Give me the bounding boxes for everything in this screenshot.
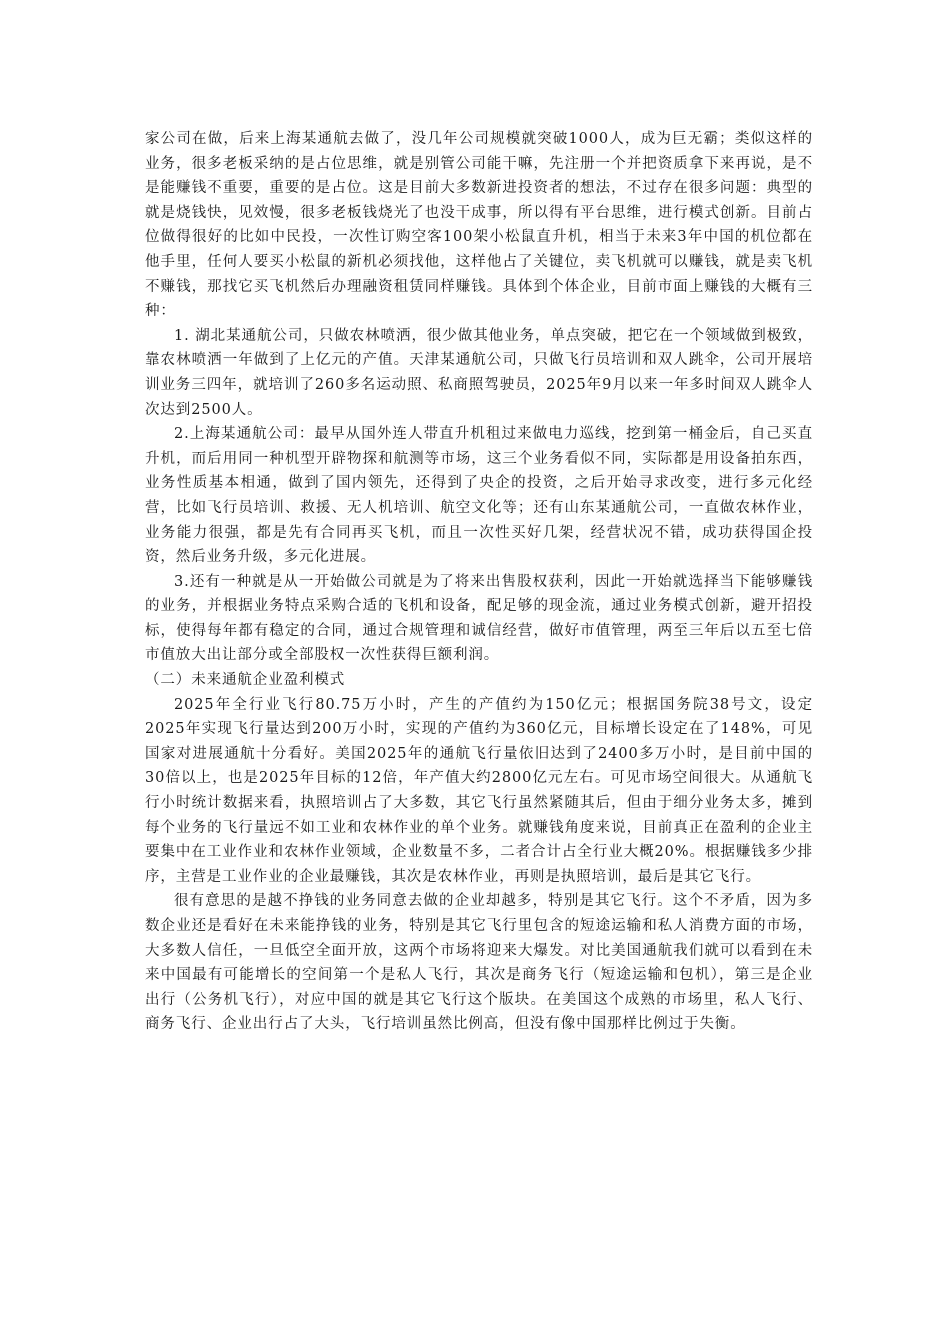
paragraph-analysis: 很有意思的是越不挣钱的业务同意去做的企业却越多，特别是其它飞行。这个不矛盾，因为多数企业还是看好在未来能挣钱的业务，特别是其它飞行里包含的短途运输和私人消费方面的市场，大多数人信任，一旦低空全面开放，这两个市场将迎来大爆发。对比美国通航我们就可以看到在未来中国最有可能增长的空间第一个是私人飞行，其次是商务飞行（短途运输和包机），第三是企业出行（公务机飞行），对应中国的就是其它飞行这个版块。在美国这个成熟的市场里，私人飞行、商务飞行、企业出行占了大头，飞行培训虽然比例高，但没有像中国那样比例过于失衡。: [145, 893, 813, 1033]
section-heading: （二）未来通航企业盈利模式: [145, 672, 346, 689]
list-item-2: 2.上海某通航公司：最早从国外连人带直升机租过来做电力巡线，挖到第一桶金后，自己买直升机，而后用同一种机型开辟物探和航测等市场，这三个业务看似不同，实际都是用设备拍东西，业务性质基本相通，做到了国内领先，还得到了央企的投资，之后开始寻求改变，进行多元化经营，比如飞行员培训、救援、无人机培训、航空文化等；还有山东某通航公司，一直做农林作业，业务能力很强，都是先有合同再买飞机，而且一次性买好几架，经营状况不错，成功获得国企投资，然后业务升级，多元化进展。: [145, 426, 813, 566]
list-item-1: 1. 湖北某通航公司，只做农林喷洒，很少做其他业务，单点突破，把它在一个领域做到极致，靠农林喷洒一年做到了上亿元的产值。天津某通航公司，只做飞行员培训和双人跳伞，公司开展培训业务三四年，就培训了260多名运动照、私商照驾驶员，2025年9月以来一年多时间双人跳伞人次达到2500人。: [145, 327, 813, 418]
paragraph-market-data: 2025年全行业飞行80.75万小时，产生的产值约为150亿元；根据国务院38号文，设定2025年实现飞行量达到200万小时，实现的产值约为360亿元，目标增长设定在了148%，可见国家对进展通航十分看好。美国2025年的通航飞行量依旧达到了2400多万小时，是目前中国的30倍以上，也是2025年目标的12倍，年产值大约2800亿元左右。可见市场空间很大。从通航飞行小时统计数据来看，执照培训占了大多数，其它飞行虽然紧随其后，但由于细分业务太多，摊到每个业务的飞行量远不如工业和农林作业的单个业务。就赚钱角度来说，目前真正在盈利的企业主要集中在工业作业和农林作业领域，企业数量不多，二者合计占全行业大概20%。根据赚钱多少排序，主营是工业作业的企业最赚钱，其次是农林作业，再则是执照培训，最后是其它飞行。: [145, 696, 813, 885]
list-item-3: 3.还有一种就是从一开始做公司就是为了将来出售股权获利，因此一开始就选择当下能够赚钱的业务，并根据业务特点采购合适的飞机和设备，配足够的现金流，通过业务模式创新，避开招投标，使得每年都有稳定的合同，通过合规管理和诚信经营，做好市值管理，两至三年后以五至七倍市值放大出让部分或全部股权一次性获得巨额利润。: [145, 573, 813, 664]
paragraph-continuation: 家公司在做，后来上海某通航去做了，没几年公司规模就突破1000人，成为巨无霸；类似这样的业务，很多老板采纳的是占位思维，就是别管公司能干嘛，先注册一个并把资质拿下来再说，是不是能赚钱不重要，重要的是占位。这是目前大多数新进投资者的想法，不过存在很多问题：典型的就是烧钱快，见效慢，很多老板钱烧光了也没干成事，所以得有平台思维，进行模式创新。目前占位做得很好的比如中民投，一次性订购空客100架小松鼠直升机，相当于未来3年中国的机位都在他手里，任何人要买小松鼠的新机必须找他，这样他占了关键位，卖飞机就可以赚钱，就是卖飞机不赚钱，那找它买飞机然后办理融资租赁同样赚钱。具体到个体企业，目前市面上赚钱的大概有三种：: [145, 131, 813, 320]
document-page: [145, 127, 813, 1037]
